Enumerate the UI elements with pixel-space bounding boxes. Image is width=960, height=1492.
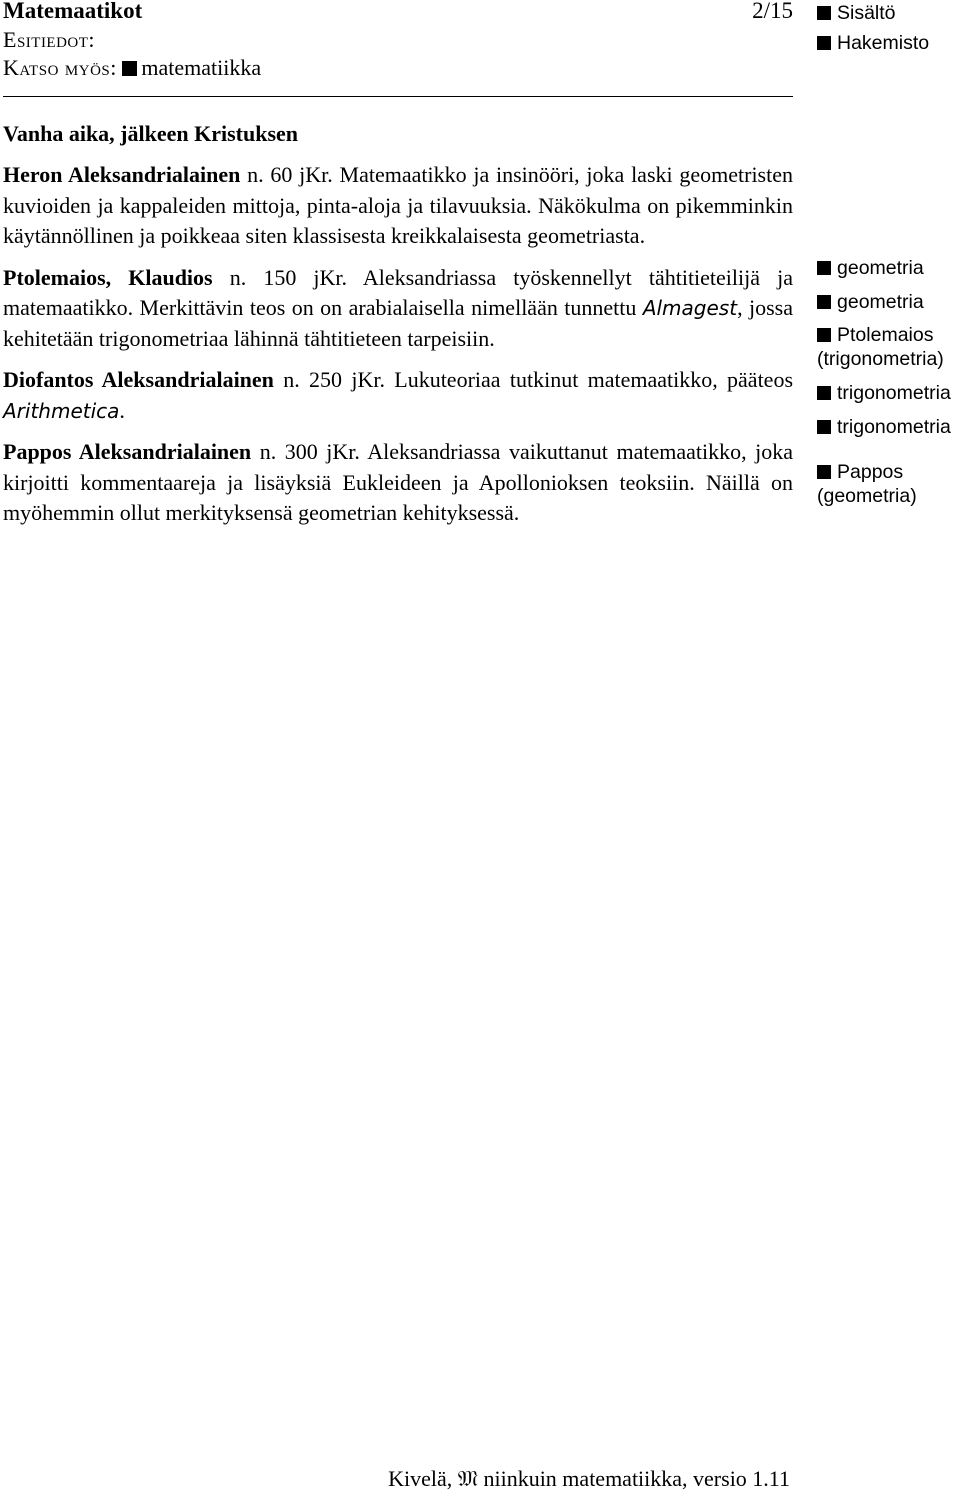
page-footer: Kivelä, 𝔐 niinkuin matematiikka, versio 1.11 bbox=[388, 1466, 790, 1491]
see-also-link[interactable] bbox=[122, 55, 261, 80]
entry-name: Ptolemaios, Klaudios bbox=[3, 264, 213, 290]
sidebar-link-geometria[interactable] bbox=[817, 290, 924, 314]
section-heading: Vanha aika, jälkeen Kristuksen bbox=[3, 121, 299, 146]
see-also-line bbox=[3, 54, 793, 82]
sidebar-link-label: Ptolemaios bbox=[837, 324, 934, 346]
entry-name: Heron Aleksandrialainen bbox=[3, 162, 241, 187]
sidebar-link-ptolemaios[interactable] bbox=[817, 323, 944, 371]
sidebar-link-trigonometria[interactable] bbox=[817, 415, 951, 439]
entry-diofantos bbox=[3, 365, 793, 426]
entry-heron bbox=[3, 160, 793, 252]
main-content bbox=[3, 0, 794, 525]
square-bullet-icon bbox=[817, 386, 831, 400]
work-title: Arithmetica bbox=[3, 398, 120, 423]
sidebar-link-label: trigonometria bbox=[837, 382, 951, 404]
entry-text: n. 60 jKr. Matemaatikko ja insinööri, joka laski geometristen kuvioiden ja kappaleiden mittoja, pinta-aloja ja tilavuuksia. Näkökulma on pikemminkin käytännöllinen ja poikkeaa siten klassisesta kreikkalaisesta geometriasta. bbox=[3, 162, 793, 248]
square-bullet-icon bbox=[817, 36, 831, 50]
entry-name: Diofantos Aleksandrialainen bbox=[3, 367, 274, 392]
entry-text: . bbox=[119, 397, 125, 423]
square-bullet-icon bbox=[817, 328, 831, 342]
prerequisites-label: Esitiedot: bbox=[3, 27, 96, 52]
sidebar-nav-contents[interactable] bbox=[817, 1, 896, 25]
sidebar-link-label: Pappos bbox=[837, 461, 904, 483]
square-bullet-icon bbox=[817, 261, 831, 275]
sidebar-link-pappos[interactable] bbox=[817, 460, 917, 508]
work-title: Almagest bbox=[642, 296, 738, 320]
square-bullet-icon bbox=[817, 295, 831, 309]
sidebar-link-label: geometria bbox=[837, 291, 924, 313]
square-bullet-icon bbox=[817, 6, 831, 20]
page-header bbox=[3, 0, 793, 26]
document-title: Matemaatikot bbox=[3, 0, 143, 23]
sidebar-link-sub: (geometria) bbox=[817, 485, 917, 507]
square-bullet-icon bbox=[122, 61, 137, 76]
see-also-label: Katso myös: bbox=[3, 55, 117, 80]
square-bullet-icon bbox=[817, 465, 831, 479]
entry-pappos bbox=[3, 437, 793, 529]
sidebar-link-trigonometria[interactable] bbox=[817, 381, 951, 405]
sidebar-nav-label: Hakemisto bbox=[837, 32, 930, 54]
sidebar-link-label: geometria bbox=[837, 257, 924, 279]
entry-name: Pappos Aleksandrialainen bbox=[3, 439, 252, 464]
sidebar-link-sub: (trigonometria) bbox=[817, 348, 944, 370]
entry-list bbox=[3, 160, 793, 540]
entry-text: n. 150 jKr. Aleksandriassa työskennellyt tähtitieteilijä ja matemaatikko. Merkittävin teos on on arabialaisella nimellään tunnettu bbox=[3, 264, 794, 320]
page-number: 2/15 bbox=[752, 0, 793, 23]
sidebar-nav-label: Sisältö bbox=[837, 2, 896, 24]
see-also-link-label: matematiikka bbox=[141, 55, 262, 80]
entry-text: , jossa kehitetään trigonometriaa lähinnä tähtitieteen tarpeisiin. bbox=[3, 295, 793, 351]
square-bullet-icon bbox=[817, 420, 831, 434]
entry-text: n. 300 jKr. Aleksandriassa vaikuttanut matemaatikko, joka kirjoitti kommentaareja ja lisäyksiä Eukleideen ja Apollonioksen teoksiin. Näillä on myöhemmin ollut merkityksensä geometrian kehityksessä. bbox=[3, 439, 793, 525]
prerequisites-line bbox=[3, 26, 793, 54]
sidebar-link-geometria[interactable] bbox=[817, 256, 924, 280]
entry-text: n. 250 jKr. Lukuteoriaa tutkinut matemaatikko, pääteos bbox=[273, 367, 794, 392]
sidebar-nav-index[interactable] bbox=[817, 31, 929, 55]
entry-ptolemaios bbox=[3, 263, 793, 355]
header-divider bbox=[3, 96, 793, 97]
sidebar-link-label: trigonometria bbox=[837, 416, 951, 438]
